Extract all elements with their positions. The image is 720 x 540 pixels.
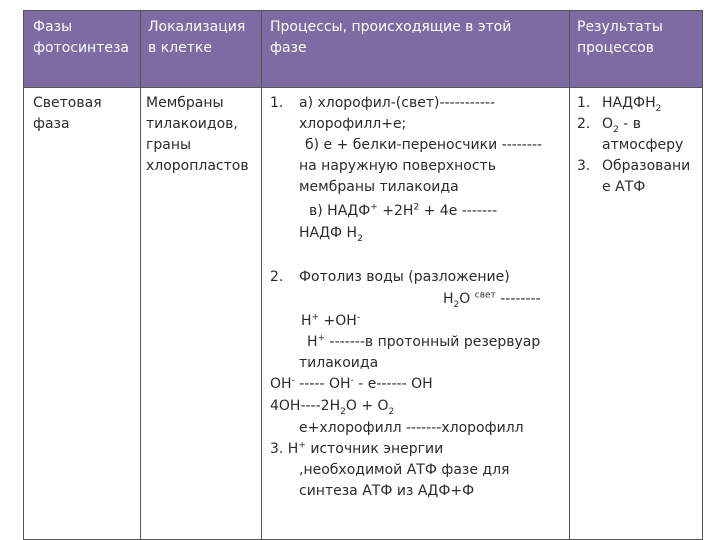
header-divider bbox=[24, 87, 702, 88]
cell-phase: Световая фаза bbox=[33, 95, 102, 132]
nadp-reaction: в) НАДФ+ $+2Н^2 + 4е$ ------- bbox=[309, 202, 498, 219]
header-results: Результаты процессов bbox=[577, 19, 663, 56]
nadph-product: НАДФ $Н_2$ bbox=[299, 225, 363, 244]
oxygen-line: $4ОН----2Н_2О + О_2$ bbox=[270, 398, 395, 417]
ions-line: Н+ +ОН- bbox=[301, 312, 361, 329]
result-oxygen: $О_2$ - в bbox=[602, 116, 641, 135]
proton-energy-line: 3. Н+ источник энергии bbox=[270, 440, 444, 457]
result-nadph: $НАДФН_2$ bbox=[602, 95, 662, 114]
water-formula: $Н_2О$ $^{свет}$ -------- bbox=[443, 290, 541, 310]
hydroxide-line: ОН- ----- ОН- - е------ ОН bbox=[270, 375, 433, 392]
cell-location: Мембраны тилакоидов, граны хлоропластов bbox=[146, 95, 249, 174]
column-divider bbox=[261, 11, 262, 539]
column-divider bbox=[140, 11, 141, 539]
proton-line: Н+ -------в протонный резервуар bbox=[307, 333, 541, 350]
header-processes: Процессы, происходящие в этой фазе bbox=[270, 19, 512, 56]
column-divider bbox=[569, 11, 570, 539]
photosynthesis-table: Фазы фотосинтеза Локализация в клетке Процессы, происходящие в этой фазе Результаты процессов Световая фаза Мембраны тилакоидов, граны хлоропластов 1. а) хлорофил-(свет)----------- хлорофилл+е; б) е + белки-переносчики -------- на наружную поверхность мембраны тилакоида в) НАДФ+ $+2Н^2 + 4е$ ------- НАДФ $Н_2$ 2. Фотолиз воды (разложение) $Н_2О$ $^{свет}$ -------- Н+ +ОН- Н+ -------в протонный резервуар тилакоида ОН- ----- ОН- - е------ ОН $4ОН----2Н_2О + О_2$ е+хлорофилл -------хлорофилл 3. Н+ источник энергии ,необходимой АТФ фазе для синтеза АТФ из АДФ+Ф 1. $НАДФН_2$ 2. $О_2$ - в атмосферу 3. Образовани е АТФ bbox=[23, 10, 703, 540]
header-phases: Фазы фотосинтеза bbox=[33, 19, 129, 56]
header-localization: Локализация в клетке bbox=[148, 19, 246, 56]
